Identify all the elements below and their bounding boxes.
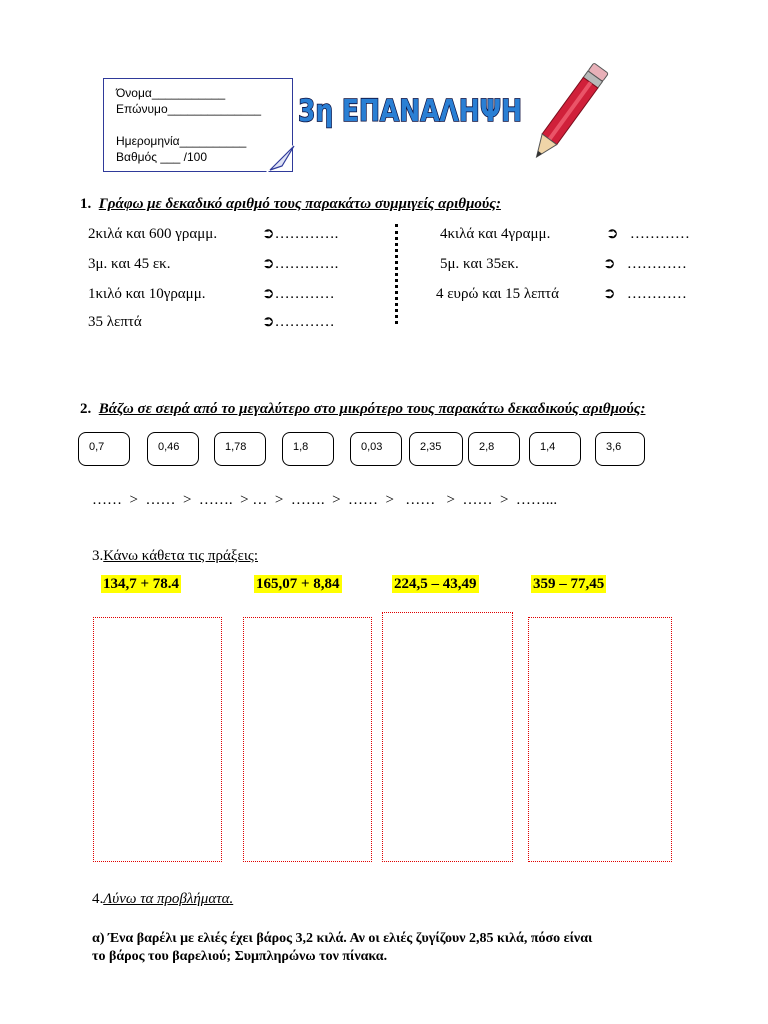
page-curl-icon xyxy=(264,144,294,174)
worksheet-title xyxy=(296,88,526,128)
ex1-right-label-3: 4 ευρώ και 15 λεπτά xyxy=(436,286,559,302)
pencil-icon xyxy=(528,52,612,170)
ex1-left-label-4: 35 λεπτά xyxy=(88,314,142,330)
number-card: 2,35 xyxy=(409,432,463,466)
number-card: 0,03 xyxy=(350,432,402,466)
ex1-left-answer-3[interactable]: ➲………… xyxy=(262,286,335,302)
arrow-icon: ➲ xyxy=(603,286,616,302)
number-card: 1,8 xyxy=(282,432,334,466)
exercise4-heading-text: Λύνω τα προβλήματα. xyxy=(103,891,234,907)
ex1-left-answer-2[interactable]: ➲…………. xyxy=(262,256,339,272)
ex1-right-answer-2[interactable]: ➲ ………… xyxy=(603,256,687,272)
operation-3: 224,5 – 43,49 xyxy=(394,576,477,592)
exercise4-number: 4. xyxy=(92,891,104,907)
number-card: 1,4 xyxy=(529,432,581,466)
arrow-icon: ➲ xyxy=(603,256,616,272)
grade-field[interactable]: Βαθμός ___ /100 xyxy=(116,150,208,164)
exercise3-heading xyxy=(92,547,258,565)
number-card: 2,8 xyxy=(468,432,520,466)
problem-a-text-line1: α) Ένα βαρέλι με ελιές έχει βάρος 3,2 κιλά. Αν οι ελιές ζυγίζουν 2,85 κιλά, πόσο είναι xyxy=(92,931,593,946)
surname-field[interactable]: Επώνυμο______________ xyxy=(116,102,262,116)
ordering-answer-line[interactable]: …… > …… > ……. > … > ……. > …… > …… > …… > ……... xyxy=(92,492,558,508)
operation-4: 359 – 77,45 xyxy=(533,576,605,592)
work-area-1[interactable] xyxy=(93,617,222,862)
operation-2: 165,07 + 8,84 xyxy=(256,576,340,592)
work-area-4[interactable] xyxy=(528,617,672,862)
ex1-right-label-1: 4κιλά και 4γραμμ. xyxy=(440,226,551,242)
ex1-left-label-1: 2κιλά και 600 γραμμ. xyxy=(88,226,218,242)
ex1-right-answer-3[interactable]: ➲ ………… xyxy=(603,286,687,302)
exercise2-heading xyxy=(80,400,645,418)
arrow-icon: ➲ xyxy=(262,256,275,272)
exercise3-number: 3. xyxy=(92,548,104,564)
ex1-left-answer-1[interactable]: ➲…………. xyxy=(262,226,339,242)
exercise1-number: 1. xyxy=(80,196,92,212)
ex1-left-label-3: 1κιλό και 10γραμμ. xyxy=(88,286,206,302)
exercise1-heading-text: Γράφω με δεκαδικό αριθμό τους παρακάτω συμμιγείς αριθμούς: xyxy=(98,196,501,212)
arrow-icon: ➲ xyxy=(262,314,275,330)
name-field[interactable]: Όνομα___________ xyxy=(116,86,226,100)
svg-text:3η ΕΠΑΝΑΛΗΨΗ: 3η ΕΠΑΝΑΛΗΨΗ xyxy=(298,94,522,129)
ex1-right-label-2: 5μ. και 35εκ. xyxy=(440,256,519,272)
number-card: 3,6 xyxy=(595,432,645,466)
ex1-right-answer-1[interactable]: ➲ ………… xyxy=(606,226,690,242)
exercise2-number: 2. xyxy=(80,401,92,417)
arrow-icon: ➲ xyxy=(606,226,619,242)
exercise4-heading xyxy=(92,890,233,908)
ex1-left-label-2: 3μ. και 45 εκ. xyxy=(88,256,171,272)
exercise1-heading xyxy=(80,195,501,213)
problem-a-text-line2: το βάρος του βαρελιού; Συμπληρώνω τον πίνακα. xyxy=(92,949,388,964)
operation-1: 134,7 + 78.4 xyxy=(103,576,180,592)
column-divider xyxy=(395,224,398,324)
ex1-left-answer-4[interactable]: ➲………… xyxy=(262,314,335,330)
work-area-3[interactable] xyxy=(382,612,513,862)
work-area-2[interactable] xyxy=(243,617,372,862)
date-field[interactable]: Ημερομηνία__________ xyxy=(116,134,247,148)
arrow-icon: ➲ xyxy=(262,226,275,242)
arrow-icon: ➲ xyxy=(262,286,275,302)
exercise2-heading-text: Βάζω σε σειρά από το μεγαλύτερο στο μικρότερο τους παρακάτω δεκαδικούς αριθμούς: xyxy=(98,401,646,417)
number-card: 0,46 xyxy=(147,432,199,466)
exercise3-heading-text: Κάνω κάθετα τις πράξεις: xyxy=(103,548,258,564)
number-card: 1,78 xyxy=(214,432,266,466)
number-card: 0,7 xyxy=(78,432,130,466)
